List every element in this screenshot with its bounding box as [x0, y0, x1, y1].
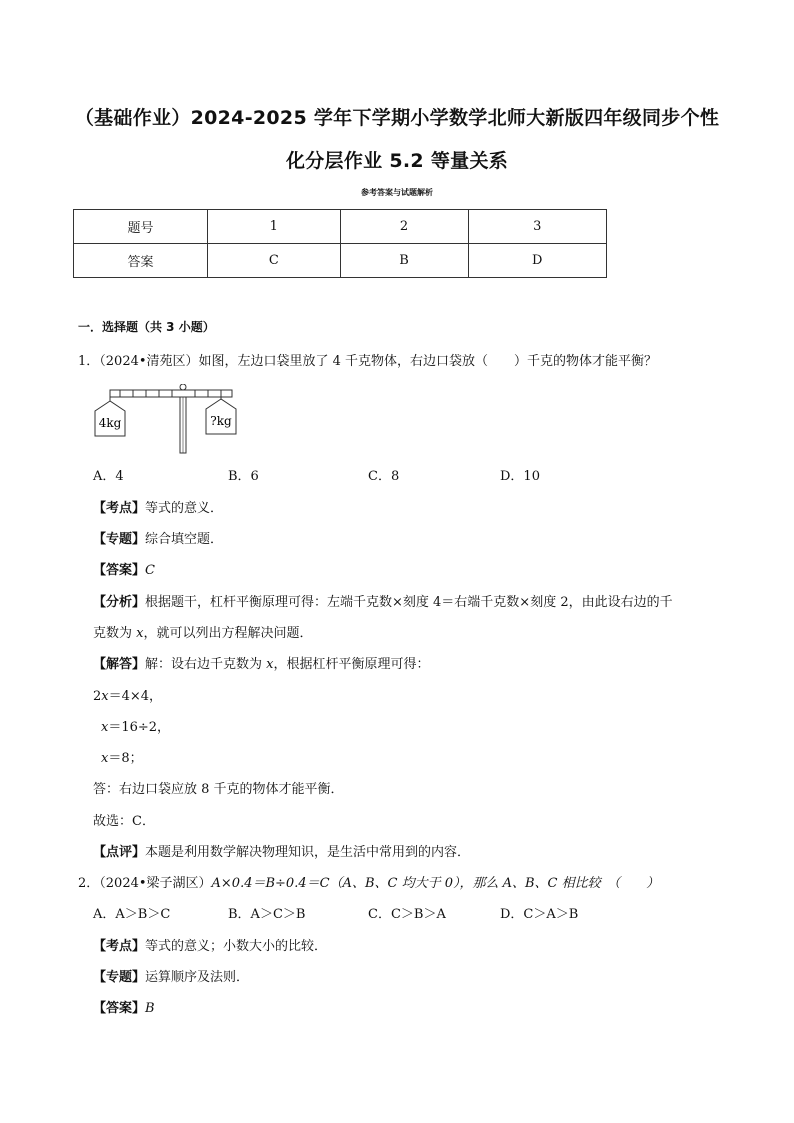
fenxi-tag: 【分析】 [93, 595, 146, 610]
jieda-text: ，根据杠杆平衡原理可得： [273, 657, 430, 672]
daan-text: B [145, 1001, 155, 1016]
q1-equation-2 [101, 716, 170, 735]
q2-stem [78, 872, 659, 891]
math-var: x [101, 720, 109, 735]
zhuanti-text: 综合填空题． [145, 532, 224, 547]
equation-text: 2 [93, 689, 102, 704]
math-var: x [101, 751, 109, 766]
balance-figure [93, 384, 238, 454]
daan-tag: 【答案】 [93, 563, 146, 578]
q1-jieda [93, 653, 430, 672]
fenxi-text: 克数为 [93, 626, 137, 641]
table-row [74, 244, 607, 278]
zhuanti-tag: 【专题】 [93, 970, 146, 985]
q1-option-b: B．6 [228, 469, 259, 484]
table-cell: C [208, 244, 341, 278]
table-answer-label: 答案 [74, 244, 208, 278]
q2-option-a: A．A＞B＞C [93, 907, 171, 922]
table-cell: 2 [340, 210, 468, 244]
q1-kaodian [93, 497, 223, 516]
q1-dianping [93, 841, 470, 860]
q1-option-a: A．4 [93, 469, 124, 484]
q1-zhuanti [93, 528, 223, 547]
dianping-text: 本题是利用数学解决物理知识，是生活中常用到的内容． [145, 845, 471, 860]
q1-option-d: D．10 [500, 469, 540, 484]
table-header-label: 题号 [74, 210, 208, 244]
equation-text: ＝8； [108, 751, 143, 766]
q2-option-d: D．C＞A＞B [500, 907, 579, 922]
table-cell: D [468, 244, 607, 278]
table-row [74, 210, 607, 244]
fenxi-text: ，就可以列出方程解决问题． [143, 626, 313, 641]
math-var: x [136, 626, 144, 641]
daan-text: C [145, 563, 155, 578]
q1-option-c: C．8 [368, 469, 400, 484]
document-title-line-1: （基础作业）2024-2025 学年下学期小学数学北师大新版四年级同步个性 [74, 107, 720, 129]
q1-fenxi-cont [93, 622, 313, 641]
q1-equation-3 [101, 747, 143, 766]
jieda-text: 解：设右边千克数为 [145, 657, 267, 672]
dianping-tag: 【点评】 [93, 845, 146, 860]
q2-daan [93, 997, 155, 1016]
q1-guxuan: 故选：C． [93, 814, 155, 829]
q1-daan [93, 559, 155, 578]
q2-zhuanti [93, 966, 249, 985]
right-bag-label: ?kg [210, 414, 232, 428]
equation-text: ＝4×4， [108, 689, 163, 704]
section-heading: 一．选择题（共 3 小题） [78, 320, 215, 334]
document-subtitle: 参考答案与试题解析 [361, 188, 433, 197]
table-cell: B [340, 244, 468, 278]
kaodian-tag: 【考点】 [93, 939, 146, 954]
q2-stem-text: A×0.4＝B÷0.4＝C（A、B、C 均大于 0），那么 A、B、C 相比较 （ ） [211, 876, 660, 891]
zhuanti-tag: 【专题】 [93, 532, 146, 547]
zhuanti-text: 运算顺序及法则． [145, 970, 250, 985]
q1-stem: 1．（2024•清苑区）如图，左边口袋里放了 4 千克物体，右边口袋放（ ）千克的物体才能平衡？ [78, 354, 658, 369]
kaodian-tag: 【考点】 [93, 501, 146, 516]
table-cell: 1 [208, 210, 341, 244]
q2-stem-source: 2．（2024•梁子湖区） [78, 876, 212, 891]
kaodian-text: 等式的意义；小数大小的比较． [145, 939, 328, 954]
q1-da: 答：右边口袋应放 8 千克的物体才能平衡． [93, 782, 344, 797]
math-var: x [101, 689, 109, 704]
fenxi-text: 根据题干，杠杆平衡原理可得：左端千克数×刻度 4＝右端千克数×刻度 2，由此设右边的千 [145, 595, 673, 610]
q2-option-c: C．C＞B＞A [368, 907, 446, 922]
q1-equation-1 [93, 685, 162, 704]
lever-beam [110, 390, 232, 397]
daan-tag: 【答案】 [93, 1001, 146, 1016]
pivot-ring [180, 384, 186, 390]
left-bag-label: 4kg [98, 416, 122, 430]
q2-kaodian [93, 935, 327, 954]
answer-table [73, 209, 607, 278]
document-title-line-2: 化分层作业 5.2 等量关系 [285, 150, 509, 172]
kaodian-text: 等式的意义． [145, 501, 224, 516]
q1-fenxi [93, 591, 673, 610]
table-cell: 3 [468, 210, 607, 244]
math-var: x [266, 657, 274, 672]
jieda-tag: 【解答】 [93, 657, 146, 672]
equation-text: ＝16÷2， [108, 720, 171, 735]
q2-option-b: B．A＞C＞B [228, 907, 306, 922]
